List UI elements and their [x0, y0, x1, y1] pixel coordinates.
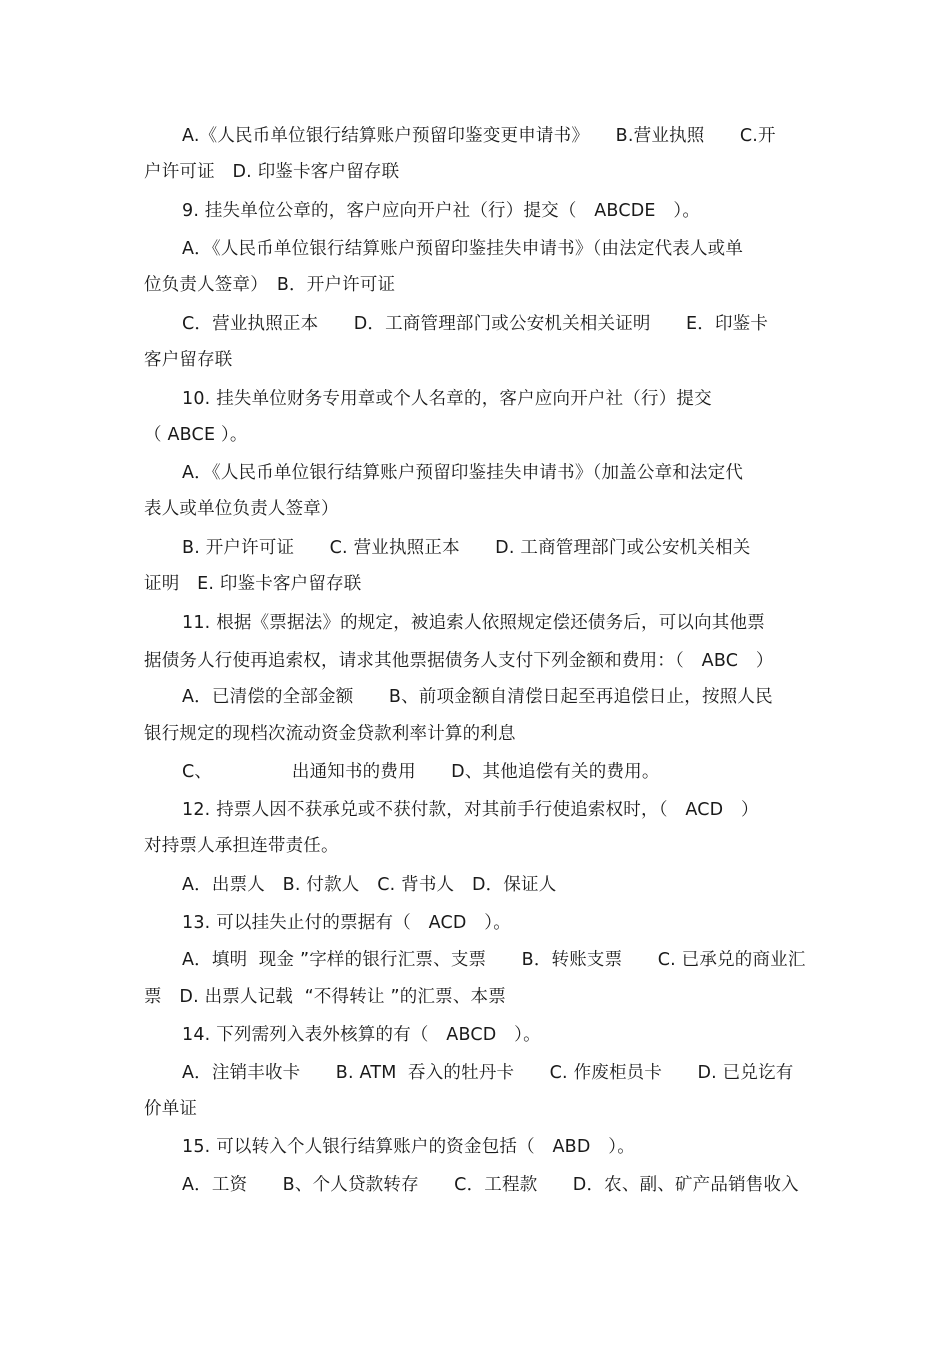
text-line: 银行规定的现档次流动资金贷款利率计算的利息	[144, 724, 516, 744]
text-line: 10. 挂失单位财务专用章或个人名章的，客户应向开户社（行）提交	[182, 389, 712, 409]
text-line: 表人或单位负责人签章）	[144, 499, 339, 519]
text-line: A．《人民币单位银行结算账户预留印鉴挂失申请书》（由法定代表人或单	[182, 239, 744, 259]
text-line: C、 出通知书的费用 D、其他追偿有关的费用。	[182, 762, 660, 782]
text-line: 票 D. 出票人记载 “不得转让 ”的汇票、本票	[144, 987, 506, 1007]
text-line: A．《人民币单位银行结算账户预留印鉴挂失申请书》（加盖公章和法定代	[182, 463, 744, 483]
text-line: A．工资 B、个人贷款转存 C．工程款 D．农、副、矿产品销售收入	[182, 1175, 799, 1195]
text-line: A．注销丰收卡 B. ATM 吞入的牡丹卡 C. 作废柜员卡 D. 已兑讫有	[182, 1063, 794, 1083]
text-line: A．出票人 B. 付款人 C. 背书人 D．保证人	[182, 875, 557, 895]
text-line: B. 开户许可证 C. 营业执照正本 D. 工商管理部门或公安机关相关	[182, 538, 751, 558]
text-line: 11. 根据《票据法》的规定，被追索人依照规定偿还债务后，可以向其他票	[182, 613, 765, 633]
text-line: 户许可证 D. 印鉴卡客户留存联	[144, 162, 400, 182]
text-line: 位负责人签章） B．开户许可证	[144, 275, 396, 295]
text-line: A.《人民币单位银行结算账户预留印鉴变更申请书》 B.营业执照 C.开	[182, 126, 776, 146]
text-line: A．已清偿的全部金额 B、前项金额自清偿日起至再追偿日止，按照人民	[182, 687, 773, 707]
text-line: C．营业执照正本 D．工商管理部门或公安机关相关证明 E．印鉴卡	[182, 314, 769, 334]
text-line: 证明 E. 印鉴卡客户留存联	[144, 574, 362, 594]
text-line: 客户留存联	[144, 350, 233, 370]
text-line: 15. 可以转入个人银行结算账户的资金包括（ ABD ）。	[182, 1137, 635, 1157]
text-line: 9. 挂失单位公章的，客户应向开户社（行）提交（ ABCDE ）。	[182, 201, 701, 221]
text-line: 12. 持票人因不获承兑或不获付款，对其前手行使追索权时，（ ACD ）	[182, 800, 759, 820]
text-line: （ ABCE ）。	[144, 425, 248, 445]
text-line: 据债务人行使再追索权，请求其他票据债务人支付下列金额和费用：（ ABC ）	[144, 651, 774, 671]
text-line: A．填明 现金 ”字样的银行汇票、支票 B．转账支票 C. 已承兑的商业汇	[182, 950, 806, 970]
text-line: 14. 下列需列入表外核算的有（ ABCD ）。	[182, 1025, 541, 1045]
text-line: 对持票人承担连带责任。	[144, 836, 339, 856]
text-line: 价单证	[144, 1099, 198, 1119]
text-line: 13. 可以挂失止付的票据有（ ACD ）。	[182, 913, 511, 933]
